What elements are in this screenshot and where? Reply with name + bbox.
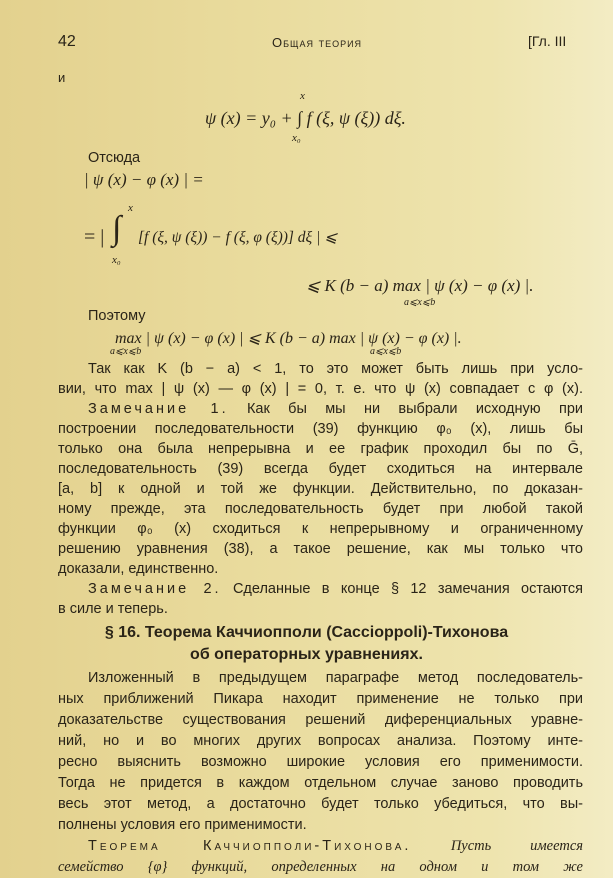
text-line: только она была непрерывна и ее график проходил бы по Ḡ, [58, 441, 583, 457]
remark-2-label: Замечание 2. [88, 581, 222, 597]
eq2b-upper-limit: x [128, 202, 133, 214]
eq1-text: ψ (x) = y₀ + ∫ f (ξ, ψ (ξ)) dξ. [205, 108, 406, 128]
text-line: доказательстве существования решений диференциальных уравне- [58, 712, 583, 728]
equation-2a: | ψ (x) − φ (x) | = [84, 170, 204, 189]
text-line: Тогда не придется в каждом отдельном случае заново проводить [58, 775, 583, 791]
theorem-first-line [88, 836, 583, 856]
eq3-sub1: a⩽x⩽b [110, 346, 142, 357]
running-title: Общая теория [272, 35, 363, 50]
text-line: [a, b] к одной и той же функции. Действительно, по доказан- [58, 481, 583, 497]
text-line: ных приближений Пикара находит применение не только при [58, 691, 583, 707]
integral-sign: ∫ [112, 210, 122, 247]
eq1-lower-limit: x₀ [292, 132, 301, 144]
text-line: Как бы мы ни выбрали исходную при [246, 401, 583, 417]
text-line: вии, что max | ψ (x) — φ (x) | = 0, т. е. что ψ (x) совпадает с φ (x). [58, 381, 583, 397]
text-line: ресно выяснить возможно широкие условия его применимости. [58, 754, 583, 770]
eq2b-integrand: [f (ξ, ψ (ξ)) − f (ξ, φ (ξ))] dξ | ⩽ [138, 229, 338, 246]
text-line: Пусть имеется [450, 838, 584, 854]
word-poetomu: Поэтому [88, 308, 146, 324]
text-line: в силе и теперь. [58, 601, 168, 617]
text-line: полнены условия его применимости. [58, 817, 307, 833]
text-line: решению уравнения (38), а такое решение, как мы только что [58, 541, 583, 557]
eq3-sub2: a⩽x⩽b [370, 346, 402, 357]
intro-word: и [58, 70, 66, 85]
remark-1-first-line [88, 399, 583, 419]
text-line: Изложенный в предыдущем параграфе метод последователь- [88, 670, 583, 686]
remark-1-label: Замечание 1. [88, 401, 229, 417]
section-title-line-1: § 16. Теорема Каччиоппoли (Caccioppoli)-Тихонова [104, 624, 509, 641]
text-line: функции φ₀ (x) сходиться к непрерывному и ограниченному [58, 521, 583, 537]
remark-2-first-line [88, 579, 583, 599]
eq3-text: max | ψ (x) − φ (x) | ⩽ K (b − a) max | ψ (x) − φ (x) |. [115, 330, 462, 347]
text-line: последовательность (39) всегда будет сходиться на интервале [58, 461, 583, 477]
text-line: Так как K (b − a) < 1, то это может быть лишь при усло- [88, 361, 583, 377]
text-line: весь этот метод, а достаточно будет только убедиться, что вы- [58, 796, 583, 812]
text-line: построении последовательности (39) функцию φ₀ (x), лишь бы [58, 421, 583, 437]
eq2c-sub: a⩽x⩽b [404, 297, 436, 308]
text-line: ний, но и во многих других вопросах анализа. Поэтому инте- [58, 733, 583, 749]
text-line: доказали, единственно. [58, 561, 219, 577]
text-line: семейство {φ} функций, определенных на одном и том же [58, 859, 583, 875]
eq2b-prefix: = | [84, 226, 105, 248]
word-otsyuda: Отсюда [88, 150, 141, 166]
section-title-line-2: об операторных уравнениях. [190, 646, 423, 663]
chapter-marker: [Гл. III [528, 33, 567, 49]
page-number: 42 [58, 33, 76, 50]
theorem-label: Теорема Каччиопполи-Тихонова. [88, 838, 412, 854]
text-line: ному прежде, эта последовательность будет при любой такой [58, 501, 583, 517]
text-line: Сделанные в конце § 12 замечания остаются [232, 581, 583, 597]
eq1-upper-limit: x [300, 90, 305, 102]
eq2b-lower-limit: x₀ [112, 254, 121, 266]
eq2c-text: ⩽ K (b − a) max | ψ (x) − φ (x) |. [306, 276, 534, 295]
